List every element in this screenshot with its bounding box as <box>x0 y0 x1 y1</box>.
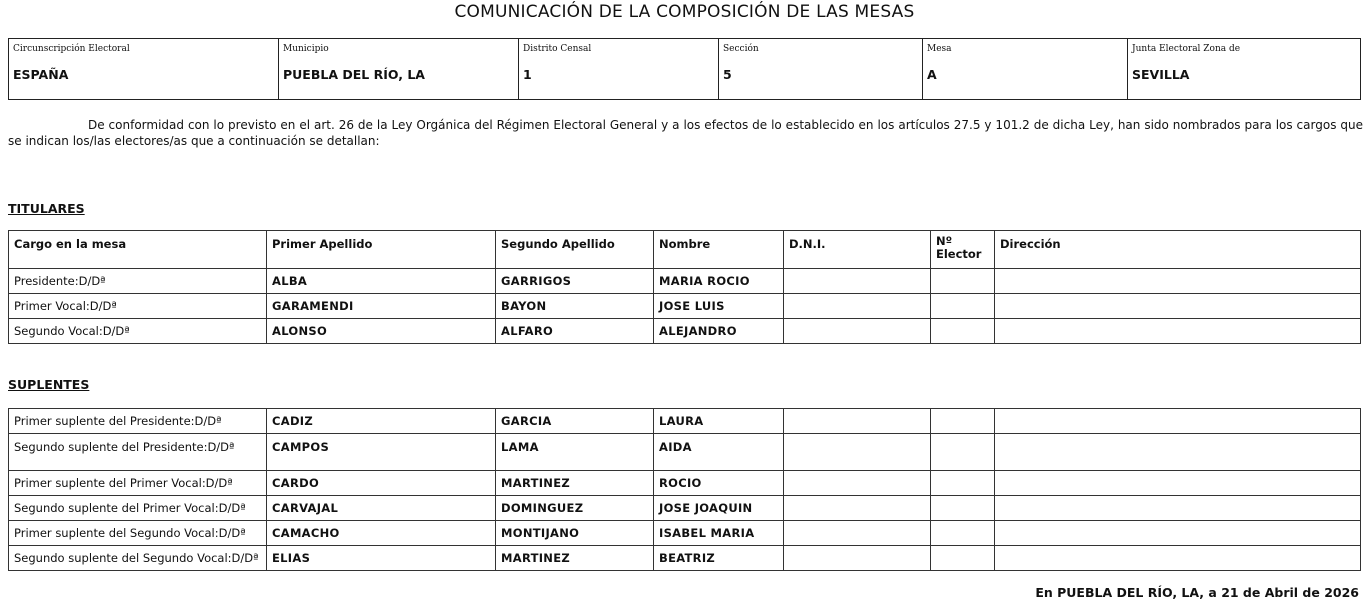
table-row <box>9 269 1361 294</box>
municipio-value: PUEBLA DEL RÍO, LA <box>283 67 425 82</box>
direccion-cell <box>995 319 1361 344</box>
direccion-cell <box>995 434 1361 471</box>
document-title: COMUNICACIÓN DE LA COMPOSICIÓN DE LAS MESAS <box>454 2 915 22</box>
col-dni: D.N.I. <box>784 231 931 269</box>
elector-cell <box>931 434 995 471</box>
cargo-cell: Primer suplente del Segundo Vocal:D/Dª <box>9 521 267 546</box>
cargo-cell: Primer suplente del Presidente:D/Dª <box>9 409 267 434</box>
dni-cell <box>784 546 931 571</box>
direccion-cell <box>995 521 1361 546</box>
col-elector <box>931 231 995 269</box>
col-nombre: Nombre <box>654 231 784 269</box>
col-segundo-apellido: Segundo Apellido <box>496 231 654 269</box>
junta-value: SEVILLA <box>1132 67 1190 82</box>
junta-label: Junta Electoral Zona de <box>1132 44 1241 54</box>
nombre-cell: BEATRIZ <box>654 546 784 571</box>
elector-cell <box>931 319 995 344</box>
suplentes-table <box>8 408 1361 571</box>
nombre-cell: LAURA <box>654 409 784 434</box>
table-row <box>9 409 1361 434</box>
distrito-label: Distrito Censal <box>523 44 592 54</box>
circunscripcion-label: Circunscripción Electoral <box>13 44 130 54</box>
primer-apellido-cell: CARDO <box>267 471 496 496</box>
segundo-apellido-cell: DOMINGUEZ <box>496 496 654 521</box>
dni-cell <box>784 319 931 344</box>
titulares-table <box>8 230 1361 344</box>
distrito-cell <box>519 39 719 99</box>
direccion-cell <box>995 409 1361 434</box>
dni-cell <box>784 496 931 521</box>
col-primer-apellido: Primer Apellido <box>267 231 496 269</box>
primer-apellido-cell: GARAMENDI <box>267 294 496 319</box>
segundo-apellido-cell: GARCIA <box>496 409 654 434</box>
table-row <box>9 546 1361 571</box>
segundo-apellido-cell: GARRIGOS <box>496 269 654 294</box>
dni-cell <box>784 521 931 546</box>
direccion-cell <box>995 496 1361 521</box>
primer-apellido-cell: ELIAS <box>267 546 496 571</box>
cargo-cell: Presidente:D/Dª <box>9 269 267 294</box>
table-row <box>9 496 1361 521</box>
dni-cell <box>784 269 931 294</box>
segundo-apellido-cell: MARTINEZ <box>496 471 654 496</box>
titulares-header-row <box>9 231 1361 269</box>
table-row <box>9 294 1361 319</box>
nombre-cell: ISABEL MARIA <box>654 521 784 546</box>
seccion-value: 5 <box>723 67 732 82</box>
titulares-heading: TITULARES <box>8 201 85 216</box>
col-elector-line1: Nº <box>936 234 953 248</box>
cargo-cell: Segundo suplente del Primer Vocal:D/Dª <box>9 496 267 521</box>
cargo-cell: Segundo suplente del Presidente:D/Dª <box>9 434 267 471</box>
direccion-cell <box>995 471 1361 496</box>
distrito-value: 1 <box>523 67 532 82</box>
col-elector-line2: Elector <box>936 247 982 261</box>
elector-cell <box>931 409 995 434</box>
mesa-label: Mesa <box>927 44 952 54</box>
seccion-cell <box>719 39 923 99</box>
segundo-apellido-cell: LAMA <box>496 434 654 471</box>
footer-place-date: En PUEBLA DEL RÍO, LA, a 21 de Abril de 2026 <box>1035 585 1359 600</box>
primer-apellido-cell: ALONSO <box>267 319 496 344</box>
cargo-cell: Segundo Vocal:D/Dª <box>9 319 267 344</box>
primer-apellido-cell: CAMPOS <box>267 434 496 471</box>
table-row <box>9 434 1361 471</box>
intro-paragraph: De conformidad con lo previsto en el art. 26 de la Ley Orgánica del Régimen Electoral General y a los efectos de lo establecido en los artículos 27.5 y 101.2 de dicha Ley, han sido nombrados para los cargos que se indican los/las electores/as que a continuación se detallan: <box>8 118 1363 148</box>
junta-cell <box>1128 39 1360 99</box>
dni-cell <box>784 294 931 319</box>
municipio-label: Municipio <box>283 44 329 54</box>
nombre-cell: MARIA ROCIO <box>654 269 784 294</box>
mesa-value: A <box>927 67 937 82</box>
segundo-apellido-cell: MONTIJANO <box>496 521 654 546</box>
nombre-cell: JOSE JOAQUIN <box>654 496 784 521</box>
cargo-cell: Primer Vocal:D/Dª <box>9 294 267 319</box>
seccion-label: Sección <box>723 44 759 54</box>
table-row <box>9 521 1361 546</box>
col-direccion: Dirección <box>995 231 1361 269</box>
elector-cell <box>931 294 995 319</box>
nombre-cell: ROCIO <box>654 471 784 496</box>
segundo-apellido-cell: MARTINEZ <box>496 546 654 571</box>
nombre-cell: JOSE LUIS <box>654 294 784 319</box>
primer-apellido-cell: ALBA <box>267 269 496 294</box>
mesa-cell <box>923 39 1128 99</box>
col-cargo: Cargo en la mesa <box>9 231 267 269</box>
elector-cell <box>931 496 995 521</box>
segundo-apellido-cell: BAYON <box>496 294 654 319</box>
table-row <box>9 319 1361 344</box>
direccion-cell <box>995 294 1361 319</box>
circunscripcion-cell <box>9 39 279 99</box>
cargo-cell: Primer suplente del Primer Vocal:D/Dª <box>9 471 267 496</box>
nombre-cell: ALEJANDRO <box>654 319 784 344</box>
primer-apellido-cell: CAMACHO <box>267 521 496 546</box>
nombre-cell: AIDA <box>654 434 784 471</box>
segundo-apellido-cell: ALFARO <box>496 319 654 344</box>
cargo-cell: Segundo suplente del Segundo Vocal:D/Dª <box>9 546 267 571</box>
header-info-box <box>8 38 1361 100</box>
elector-cell <box>931 521 995 546</box>
table-row <box>9 471 1361 496</box>
dni-cell <box>784 409 931 434</box>
direccion-cell <box>995 269 1361 294</box>
elector-cell <box>931 546 995 571</box>
primer-apellido-cell: CADIZ <box>267 409 496 434</box>
direccion-cell <box>995 546 1361 571</box>
circunscripcion-value: ESPAÑA <box>13 67 69 82</box>
suplentes-heading: SUPLENTES <box>8 377 90 392</box>
primer-apellido-cell: CARVAJAL <box>267 496 496 521</box>
dni-cell <box>784 471 931 496</box>
municipio-cell <box>279 39 519 99</box>
dni-cell <box>784 434 931 471</box>
elector-cell <box>931 269 995 294</box>
elector-cell <box>931 471 995 496</box>
